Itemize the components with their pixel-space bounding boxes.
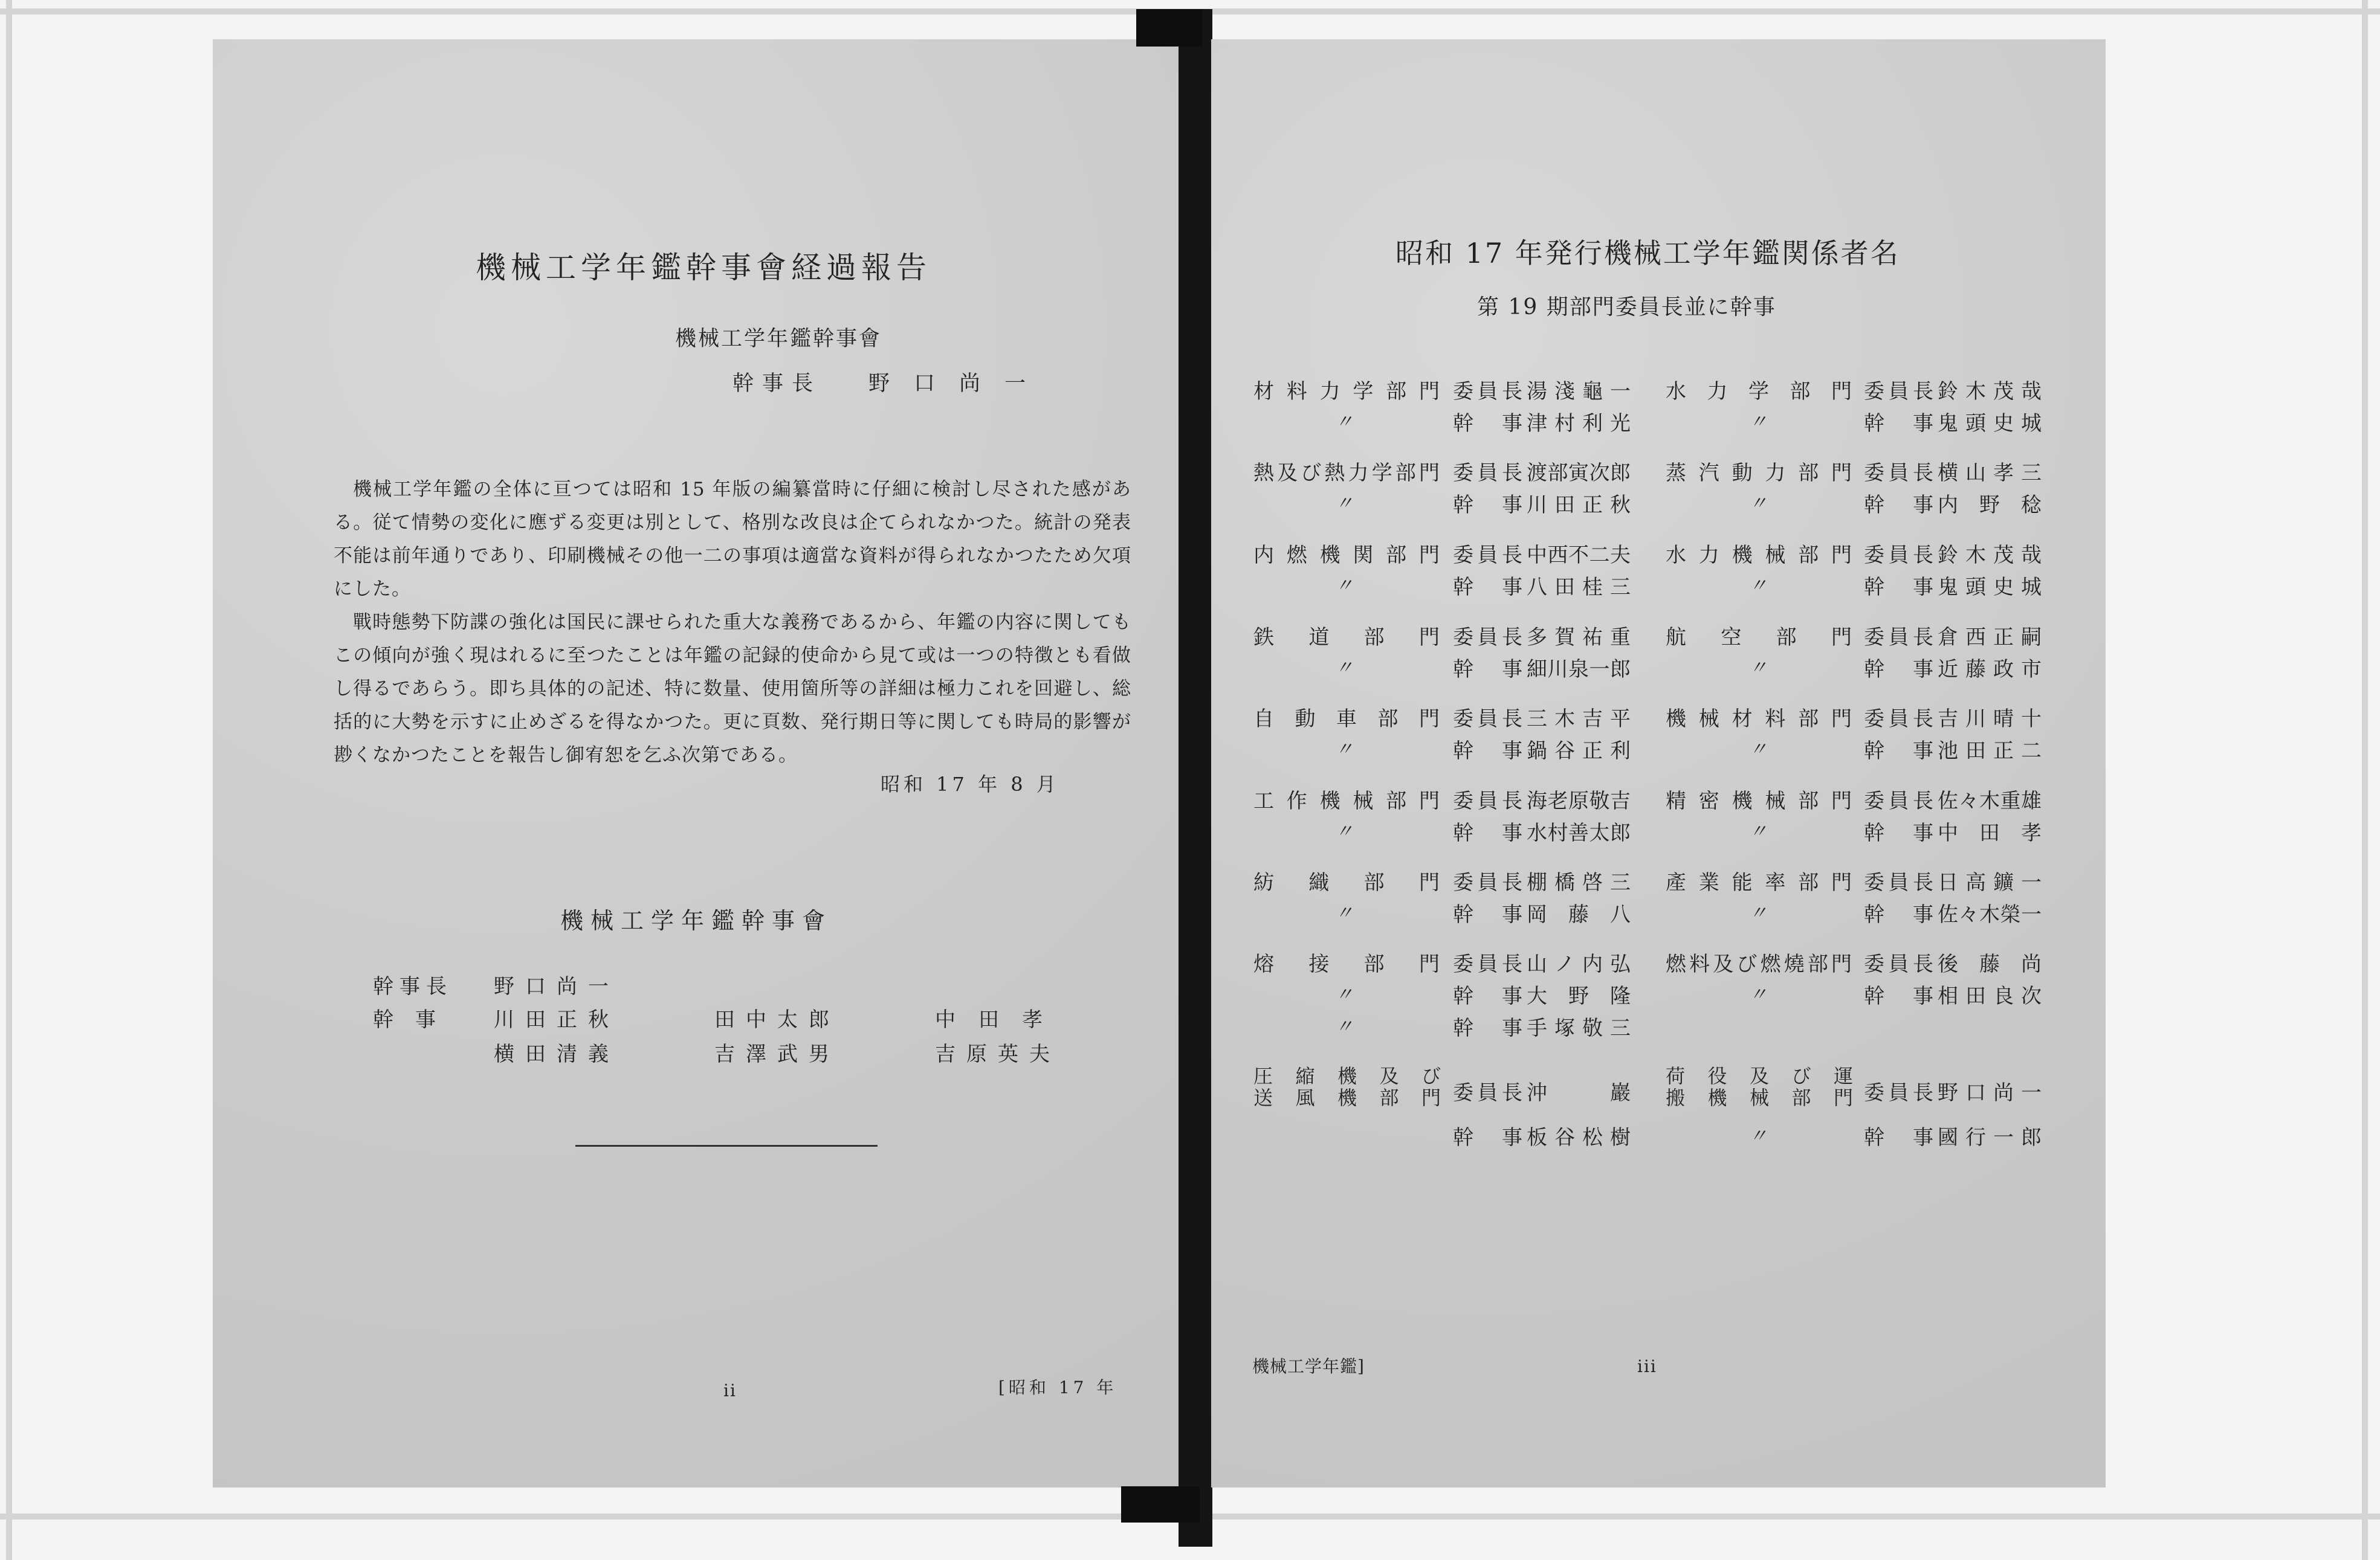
chair-name: 野口尚一	[1938, 1081, 2042, 1105]
chair-name: 後藤尚	[1938, 952, 2042, 976]
secretary-label: 幹事	[1864, 575, 1933, 599]
dept-name: 蒸汽動力部門	[1666, 461, 1853, 485]
dept-name: 機械材料部門	[1666, 707, 1853, 731]
secretary-name: 内野稔	[1938, 493, 2042, 517]
secretary-name: 鍋谷正利	[1527, 739, 1631, 763]
chair-label: 委員長	[1453, 543, 1522, 567]
chair-name: 鈴木茂哉	[1938, 379, 2042, 404]
chair-name: 湯淺龜一	[1527, 379, 1631, 404]
chair-label: 委員長	[1453, 952, 1522, 976]
member-label: 幹事	[373, 1008, 458, 1032]
book-spine	[1179, 9, 1212, 1547]
report-title: 機械工学年鑑幹事會経過報告	[476, 250, 931, 285]
frame-left-line	[6, 0, 12, 1560]
chair-name: 横山孝三	[1938, 461, 2042, 485]
secretary-label: 幹事	[1864, 411, 1933, 436]
secretary-label: 幹事	[1453, 1126, 1522, 1150]
chair-name: 多賀祐重	[1527, 625, 1631, 649]
dept-name-line2: 送風機部門	[1253, 1086, 1441, 1109]
secretary-label: 幹事	[1453, 493, 1522, 517]
chair-name: 三木吉平	[1527, 707, 1631, 731]
member-name: 川田正秋	[494, 1008, 619, 1032]
page-number-left: ii	[723, 1381, 737, 1400]
chair-label: 委員長	[1864, 543, 1933, 567]
secretary-label: 幹事	[1864, 657, 1933, 682]
secretary-name: 近藤政市	[1938, 657, 2042, 682]
chair-label: 委員長	[1453, 789, 1522, 813]
dept-name: 水力機械部門	[1666, 543, 1853, 567]
ditto-mark: 〃	[1749, 575, 1767, 596]
chair-label: 委員長	[1453, 461, 1522, 485]
ditto-mark: 〃	[1749, 411, 1767, 433]
chair-name: 棚橋啓三	[1527, 871, 1631, 895]
chair-label: 委員長	[1453, 707, 1522, 731]
secretary-name: 水村善太郎	[1527, 821, 1631, 845]
secretary-label: 幹事	[1453, 821, 1522, 845]
dept-name: 工作機械部門	[1253, 789, 1441, 813]
chief-name: 野口尚一	[868, 372, 1050, 396]
ditto-mark: 〃	[1749, 739, 1767, 760]
ditto-mark: 〃	[1749, 984, 1767, 1005]
chair-label: 委員長	[1864, 789, 1933, 813]
secretary-label: 幹事	[1864, 493, 1933, 517]
report-org: 機械工学年鑑幹事會	[675, 327, 882, 351]
secretary-name: 八田桂三	[1527, 575, 1631, 599]
secretary-name: 中田孝	[1938, 821, 2042, 845]
secretary-name: 川田正秋	[1527, 493, 1631, 517]
chair-label: 委員長	[1864, 625, 1933, 649]
ditto-mark: 〃	[1335, 903, 1353, 924]
ditto-mark: 〃	[1749, 821, 1767, 842]
chair-label: 委員長	[1864, 379, 1933, 404]
dept-name-line2: 搬機械部門	[1666, 1086, 1853, 1109]
ditto-mark: 〃	[1335, 1016, 1353, 1037]
secretary-name: 大野隆	[1527, 984, 1631, 1008]
secretary-label: 幹事	[1453, 984, 1522, 1008]
chair-label: 委員長	[1453, 379, 1522, 404]
secretary-name: 細川泉一郎	[1527, 657, 1631, 682]
divider-rule	[575, 1145, 878, 1147]
secretary-label: 幹事	[1453, 411, 1522, 436]
chair-label: 委員長	[1453, 625, 1522, 649]
spine-tab-top	[1136, 9, 1203, 47]
report-body	[334, 473, 1131, 772]
member-name: 横田清義	[494, 1042, 619, 1066]
secretary-name: 手塚敬三	[1527, 1016, 1631, 1040]
chair-label: 委員長	[1453, 871, 1522, 895]
chair-name: 沖巖	[1527, 1081, 1631, 1105]
secretary-name: 佐々木榮一	[1938, 903, 2042, 927]
secretary-name: 津村利光	[1527, 411, 1631, 436]
ditto-mark: 〃	[1335, 984, 1353, 1005]
chair-name: 中西不二夫	[1527, 543, 1631, 567]
secretary-label: 幹事	[1453, 1016, 1522, 1040]
left-page	[213, 39, 1180, 1487]
chair-label: 委員長	[1864, 871, 1933, 895]
member-chief-name: 野口尚一	[494, 975, 619, 999]
ditto-mark: 〃	[1335, 657, 1353, 678]
ditto-mark: 〃	[1335, 411, 1353, 433]
secretary-label: 幹事	[1864, 739, 1933, 763]
report-date: 昭和 17 年 8 月	[881, 773, 1059, 796]
dept-name: 内燃機関部門	[1253, 543, 1441, 567]
secretary-label: 幹事	[1453, 657, 1522, 682]
secretary-label: 幹事	[1864, 821, 1933, 845]
dept-name: 材料力学部門	[1253, 379, 1441, 404]
dept-name: 航空部門	[1666, 625, 1853, 649]
chair-name: 鈴木茂哉	[1938, 543, 2042, 567]
member-name: 吉澤武男	[714, 1042, 840, 1066]
committee-title: 機械工学年鑑幹事會	[560, 907, 833, 934]
dept-name: 熱及び熱力学部門	[1253, 461, 1441, 485]
dept-name-line1: 圧縮機及び	[1253, 1065, 1441, 1088]
ditto-mark: 〃	[1749, 1126, 1767, 1147]
ditto-mark: 〃	[1335, 493, 1353, 514]
chair-name: 吉川晴十	[1938, 707, 2042, 731]
chair-label: 委員長	[1453, 1081, 1522, 1105]
dept-name: 產業能率部門	[1666, 871, 1853, 895]
roster-title: 昭和 17 年発行機械工学年鑑関係者名	[1395, 237, 1900, 269]
running-footer-left: [昭和 17 年	[998, 1378, 1117, 1397]
chair-name: 渡部寅次郎	[1527, 461, 1631, 485]
chair-name: 佐々木重雄	[1938, 789, 2042, 813]
secretary-label: 幹事	[1864, 984, 1933, 1008]
frame-right-line	[2362, 0, 2368, 1560]
secretary-name: 相田良次	[1938, 984, 2042, 1008]
dept-name: 水力学部門	[1666, 379, 1853, 404]
secretary-name: 國行一郎	[1938, 1126, 2042, 1150]
ditto-mark: 〃	[1749, 657, 1767, 678]
secretary-name: 板谷松樹	[1527, 1126, 1631, 1150]
secretary-label: 幹事	[1453, 903, 1522, 927]
chair-label: 委員長	[1864, 952, 1933, 976]
secretary-label: 幹事	[1864, 1126, 1933, 1150]
chair-name: 海老原敬吉	[1527, 789, 1631, 813]
dept-name: 燃料及び燃燒部門	[1666, 952, 1853, 976]
chair-label: 委員長	[1864, 707, 1933, 731]
dept-name: 紡織部門	[1253, 871, 1441, 895]
running-header-right: 機械工学年鑑]	[1252, 1356, 1365, 1376]
spine-tab-bottom	[1121, 1486, 1200, 1523]
ditto-mark: 〃	[1335, 739, 1353, 760]
right-page	[1211, 39, 2106, 1487]
dept-name: 熔接部門	[1253, 952, 1441, 976]
member-chief-label: 幹事長	[373, 975, 453, 999]
dept-name: 鉄道部門	[1253, 625, 1441, 649]
secretary-name: 池田正二	[1938, 739, 2042, 763]
secretary-name: 岡藤八	[1527, 903, 1631, 927]
secretary-label: 幹事	[1453, 575, 1522, 599]
member-name: 中田孝	[935, 1008, 1066, 1032]
report-paragraph-1: 機械工学年鑑の全体に亘つては昭和 15 年版の編纂當時に仔細に検討し尽された感がある。従て情勢の変化に應ずる変更は別として、格別な改良は企てられなかつた。統計の発表不能は前年通りであり、印刷機械その他一二の事項は適當な資料が得られなかつたため欠項にした。	[334, 479, 1131, 600]
member-name: 田中太郎	[714, 1008, 840, 1032]
secretary-label: 幹事	[1864, 903, 1933, 927]
chair-name: 山ノ内弘	[1527, 952, 1631, 976]
secretary-name: 鬼頭史城	[1938, 411, 2042, 436]
ditto-mark: 〃	[1749, 903, 1767, 924]
secretary-label: 幹事	[1453, 739, 1522, 763]
chair-label: 委員長	[1864, 1081, 1933, 1105]
report-paragraph-2: 戰時態勢下防諜の強化は国民に課せられた重大な義務であるから、年鑑の内容に関してもこの傾向が強く現はれるに至つたことは年鑑の記録的使命から見て或は一つの特徴とも看做し得るであらう。即ち具体的の記述、特に数量、使用箇所等の詳細は極力これを回避し、総括的に大勢を示すに止めざるを得なかつた。更に頁数、発行期日等に関しても時局的影響が尠くなかつたことを報告し御宥恕を乞ふ次第である。	[334, 611, 1131, 766]
ditto-mark: 〃	[1335, 575, 1353, 596]
dept-name: 自動車部門	[1253, 707, 1441, 731]
chief-label: 幹事長	[732, 372, 822, 396]
page-number-right: iii	[1637, 1356, 1657, 1376]
chair-name: 倉西正嗣	[1938, 625, 2042, 649]
chair-label: 委員長	[1864, 461, 1933, 485]
ditto-mark: 〃	[1335, 821, 1353, 842]
roster-subtitle: 第 19 期部門委員長並に幹事	[1477, 295, 1776, 320]
secretary-name: 鬼頭史城	[1938, 575, 2042, 599]
dept-name-line1: 荷役及び運	[1666, 1065, 1853, 1088]
chair-name: 日高鑛一	[1938, 871, 2042, 895]
ditto-mark: 〃	[1749, 493, 1767, 514]
dept-name: 精密機械部門	[1666, 789, 1853, 813]
member-name: 吉原英夫	[935, 1042, 1061, 1066]
